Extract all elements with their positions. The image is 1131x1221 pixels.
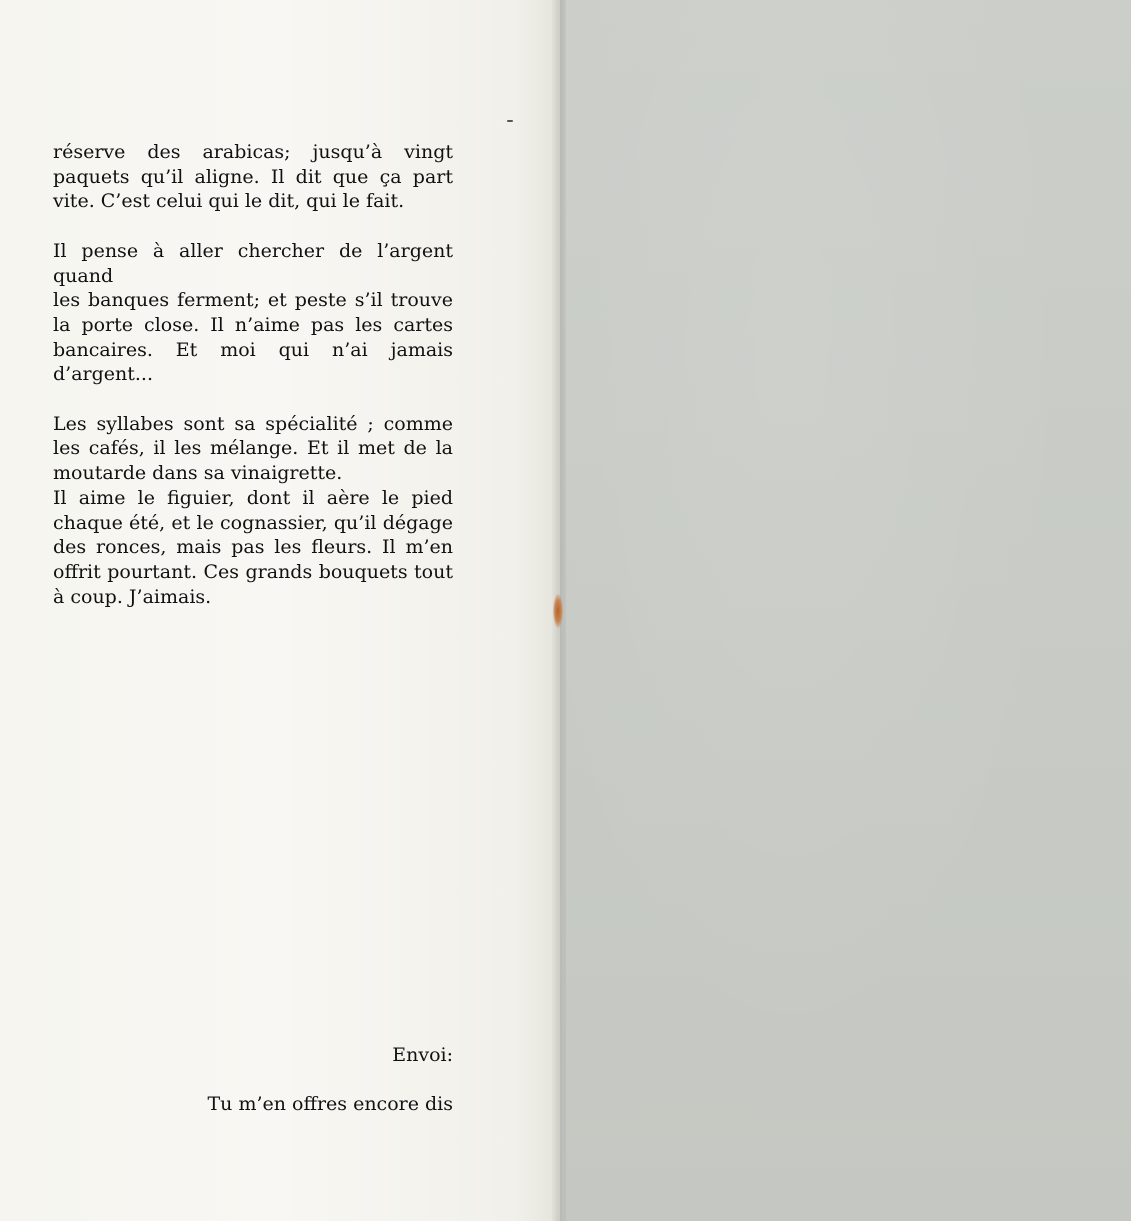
- text-line: chaque été, et le cognassier, qu’il dégage: [53, 511, 453, 534]
- text-line: réserve des arabicas; jusqu’à vingt: [53, 141, 453, 163]
- paper-stain: [553, 594, 563, 628]
- text-line: les banques ferment; et peste s’il trouve: [53, 289, 453, 312]
- text-line: paquets qu’il aligne. Il dit que ça part: [53, 165, 453, 188]
- text-line: offrit pourtant. Ces grands bouquets tout: [53, 560, 453, 583]
- paragraph-argent: [53, 239, 453, 387]
- poem-text: [53, 140, 453, 634]
- text-line: bancaires. Et moi qui n’ai jamais: [53, 338, 453, 361]
- paragraph-syllabes: [53, 412, 453, 486]
- text-line: Il pense à aller chercher de l’argent quand: [53, 239, 453, 287]
- envoi: [53, 1043, 453, 1117]
- paragraph-figuier: [53, 486, 453, 610]
- text-line: Les syllabes sont sa spécialité ; comme: [53, 412, 453, 435]
- text-line: des ronces, mais pas les fleurs. Il m’en: [53, 536, 453, 559]
- envoi-line: Tu m’en offres encore dis: [207, 1093, 453, 1116]
- text-line: Il aime le figuier, dont il aère le pied: [53, 486, 453, 509]
- text-line: d’argent...: [53, 363, 154, 386]
- text-line: à coup. J’aimais.: [53, 585, 212, 608]
- text-line: moutarde dans sa vinaigrette.: [53, 462, 343, 485]
- right-page-blank: [564, 0, 1131, 1221]
- paper-speck: [507, 120, 513, 122]
- envoi-heading: Envoi:: [392, 1044, 453, 1066]
- text-line: les cafés, il les mélange. Et il met de la: [53, 437, 453, 460]
- text-line: vite. C’est celui qui le dit, qui le fait.: [53, 190, 405, 213]
- paragraph-arabicas: [53, 140, 453, 214]
- text-line: la porte close. Il n’aime pas les cartes: [53, 313, 453, 336]
